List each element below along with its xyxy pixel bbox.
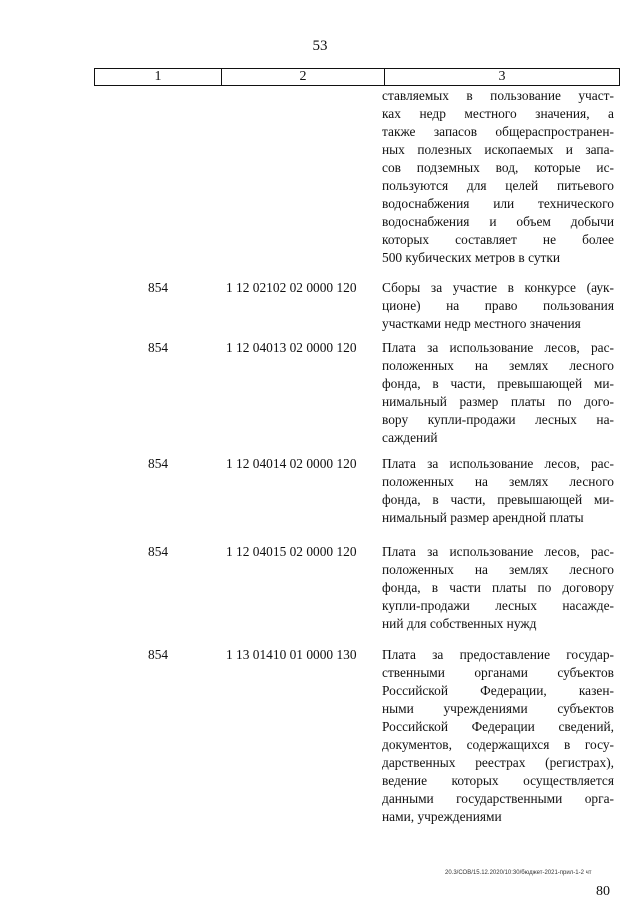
description-line: ных полезных ископаемых и запа- bbox=[382, 142, 614, 157]
description-line: ний для собственных нужд bbox=[382, 616, 537, 631]
admin-code: 854 bbox=[148, 340, 169, 355]
description-line: которых составляет не более bbox=[382, 232, 614, 247]
description-line: положенных на землях лесного bbox=[382, 474, 614, 489]
description-line: Российской Федерации, казен- bbox=[382, 683, 614, 698]
description-line: сов подземных вод, которые ис- bbox=[382, 160, 614, 175]
budget-code: 1 12 04013 02 0000 120 bbox=[226, 340, 357, 355]
header-col-3: 3 bbox=[498, 69, 506, 84]
admin-code: 854 bbox=[148, 280, 169, 295]
description-line: документов, содержащихся в госу- bbox=[382, 737, 614, 752]
description-line: Российской Федерации сведений, bbox=[382, 719, 614, 734]
row-description bbox=[382, 279, 614, 333]
header-col-1: 1 bbox=[95, 69, 222, 85]
budget-code: 1 13 01410 01 0000 130 bbox=[226, 647, 357, 662]
row-description bbox=[382, 455, 614, 527]
admin-code: 854 bbox=[148, 647, 169, 662]
admin-code: 854 bbox=[148, 544, 169, 559]
description-line: 500 кубических метров в сутки bbox=[382, 250, 561, 265]
admin-code: 854 bbox=[148, 456, 169, 471]
description-line: Сборы за участие в конкурсе (аук- bbox=[382, 280, 614, 295]
description-line: также запасов общераспространен- bbox=[382, 124, 614, 139]
description-line: водоснабжения и объем добычи bbox=[382, 214, 614, 229]
description-line: дарственных реестрах (регистрах), bbox=[382, 755, 614, 770]
description-line: Плата за использование лесов, рас- bbox=[382, 340, 614, 355]
description-line: ках недр местного значения, а bbox=[382, 106, 614, 121]
description-line: положенных на землях лесного bbox=[382, 562, 614, 577]
description-line: участками недр местного значения bbox=[382, 316, 581, 331]
description-line: нами, учреждениями bbox=[382, 809, 502, 824]
budget-code: 1 12 04014 02 0000 120 bbox=[226, 456, 357, 471]
description-line: фонда, в части платы по договору bbox=[382, 580, 614, 595]
description-line: положенных на землях лесного bbox=[382, 358, 614, 373]
description-line: фонда, в части, превышающей ми- bbox=[382, 492, 614, 507]
description-line: нимальный размер арендной платы bbox=[382, 510, 584, 525]
description-line: ственными органами субъектов bbox=[382, 665, 614, 680]
description-line: ными учреждениями субъектов bbox=[382, 701, 614, 716]
description-line: вору купли-продажи лесных на- bbox=[382, 412, 614, 427]
description-line: ставляемых в пользование участ- bbox=[382, 88, 614, 103]
row-description bbox=[382, 543, 614, 633]
table-header bbox=[94, 68, 620, 86]
row-description bbox=[382, 646, 614, 826]
page-number: 53 bbox=[312, 38, 328, 54]
budget-code: 1 12 04015 02 0000 120 bbox=[226, 544, 357, 559]
description-line: нимальный размер платы по дого- bbox=[382, 394, 614, 409]
description-line: ционе) на право пользования bbox=[382, 298, 614, 313]
description-line: ведение которых осуществляется bbox=[382, 773, 614, 788]
budget-code: 1 12 02102 02 0000 120 bbox=[226, 280, 357, 295]
continued-description bbox=[382, 87, 614, 267]
description-line: Плата за использование лесов, рас- bbox=[382, 456, 614, 471]
description-line: фонда, в части, превышающей ми- bbox=[382, 376, 614, 391]
description-line: водоснабжения или технического bbox=[382, 196, 614, 211]
description-line: пользуются для целей питьевого bbox=[382, 178, 614, 193]
description-line: саждений bbox=[382, 430, 438, 445]
description-line: купли-продажи лесных насажде- bbox=[382, 598, 614, 613]
header-col-2: 2 bbox=[222, 69, 385, 85]
description-line: данными государственными орга- bbox=[382, 791, 614, 806]
row-description bbox=[382, 339, 614, 447]
footer-page-number: 80 bbox=[596, 884, 610, 899]
document-stamp: 20.3/СОВ/15.12.2020/10:30/бюджет-2021-прил-1-2 чт bbox=[445, 870, 592, 876]
description-line: Плата за использование лесов, рас- bbox=[382, 544, 614, 559]
description-line: Плата за предоставление государ- bbox=[382, 647, 614, 662]
